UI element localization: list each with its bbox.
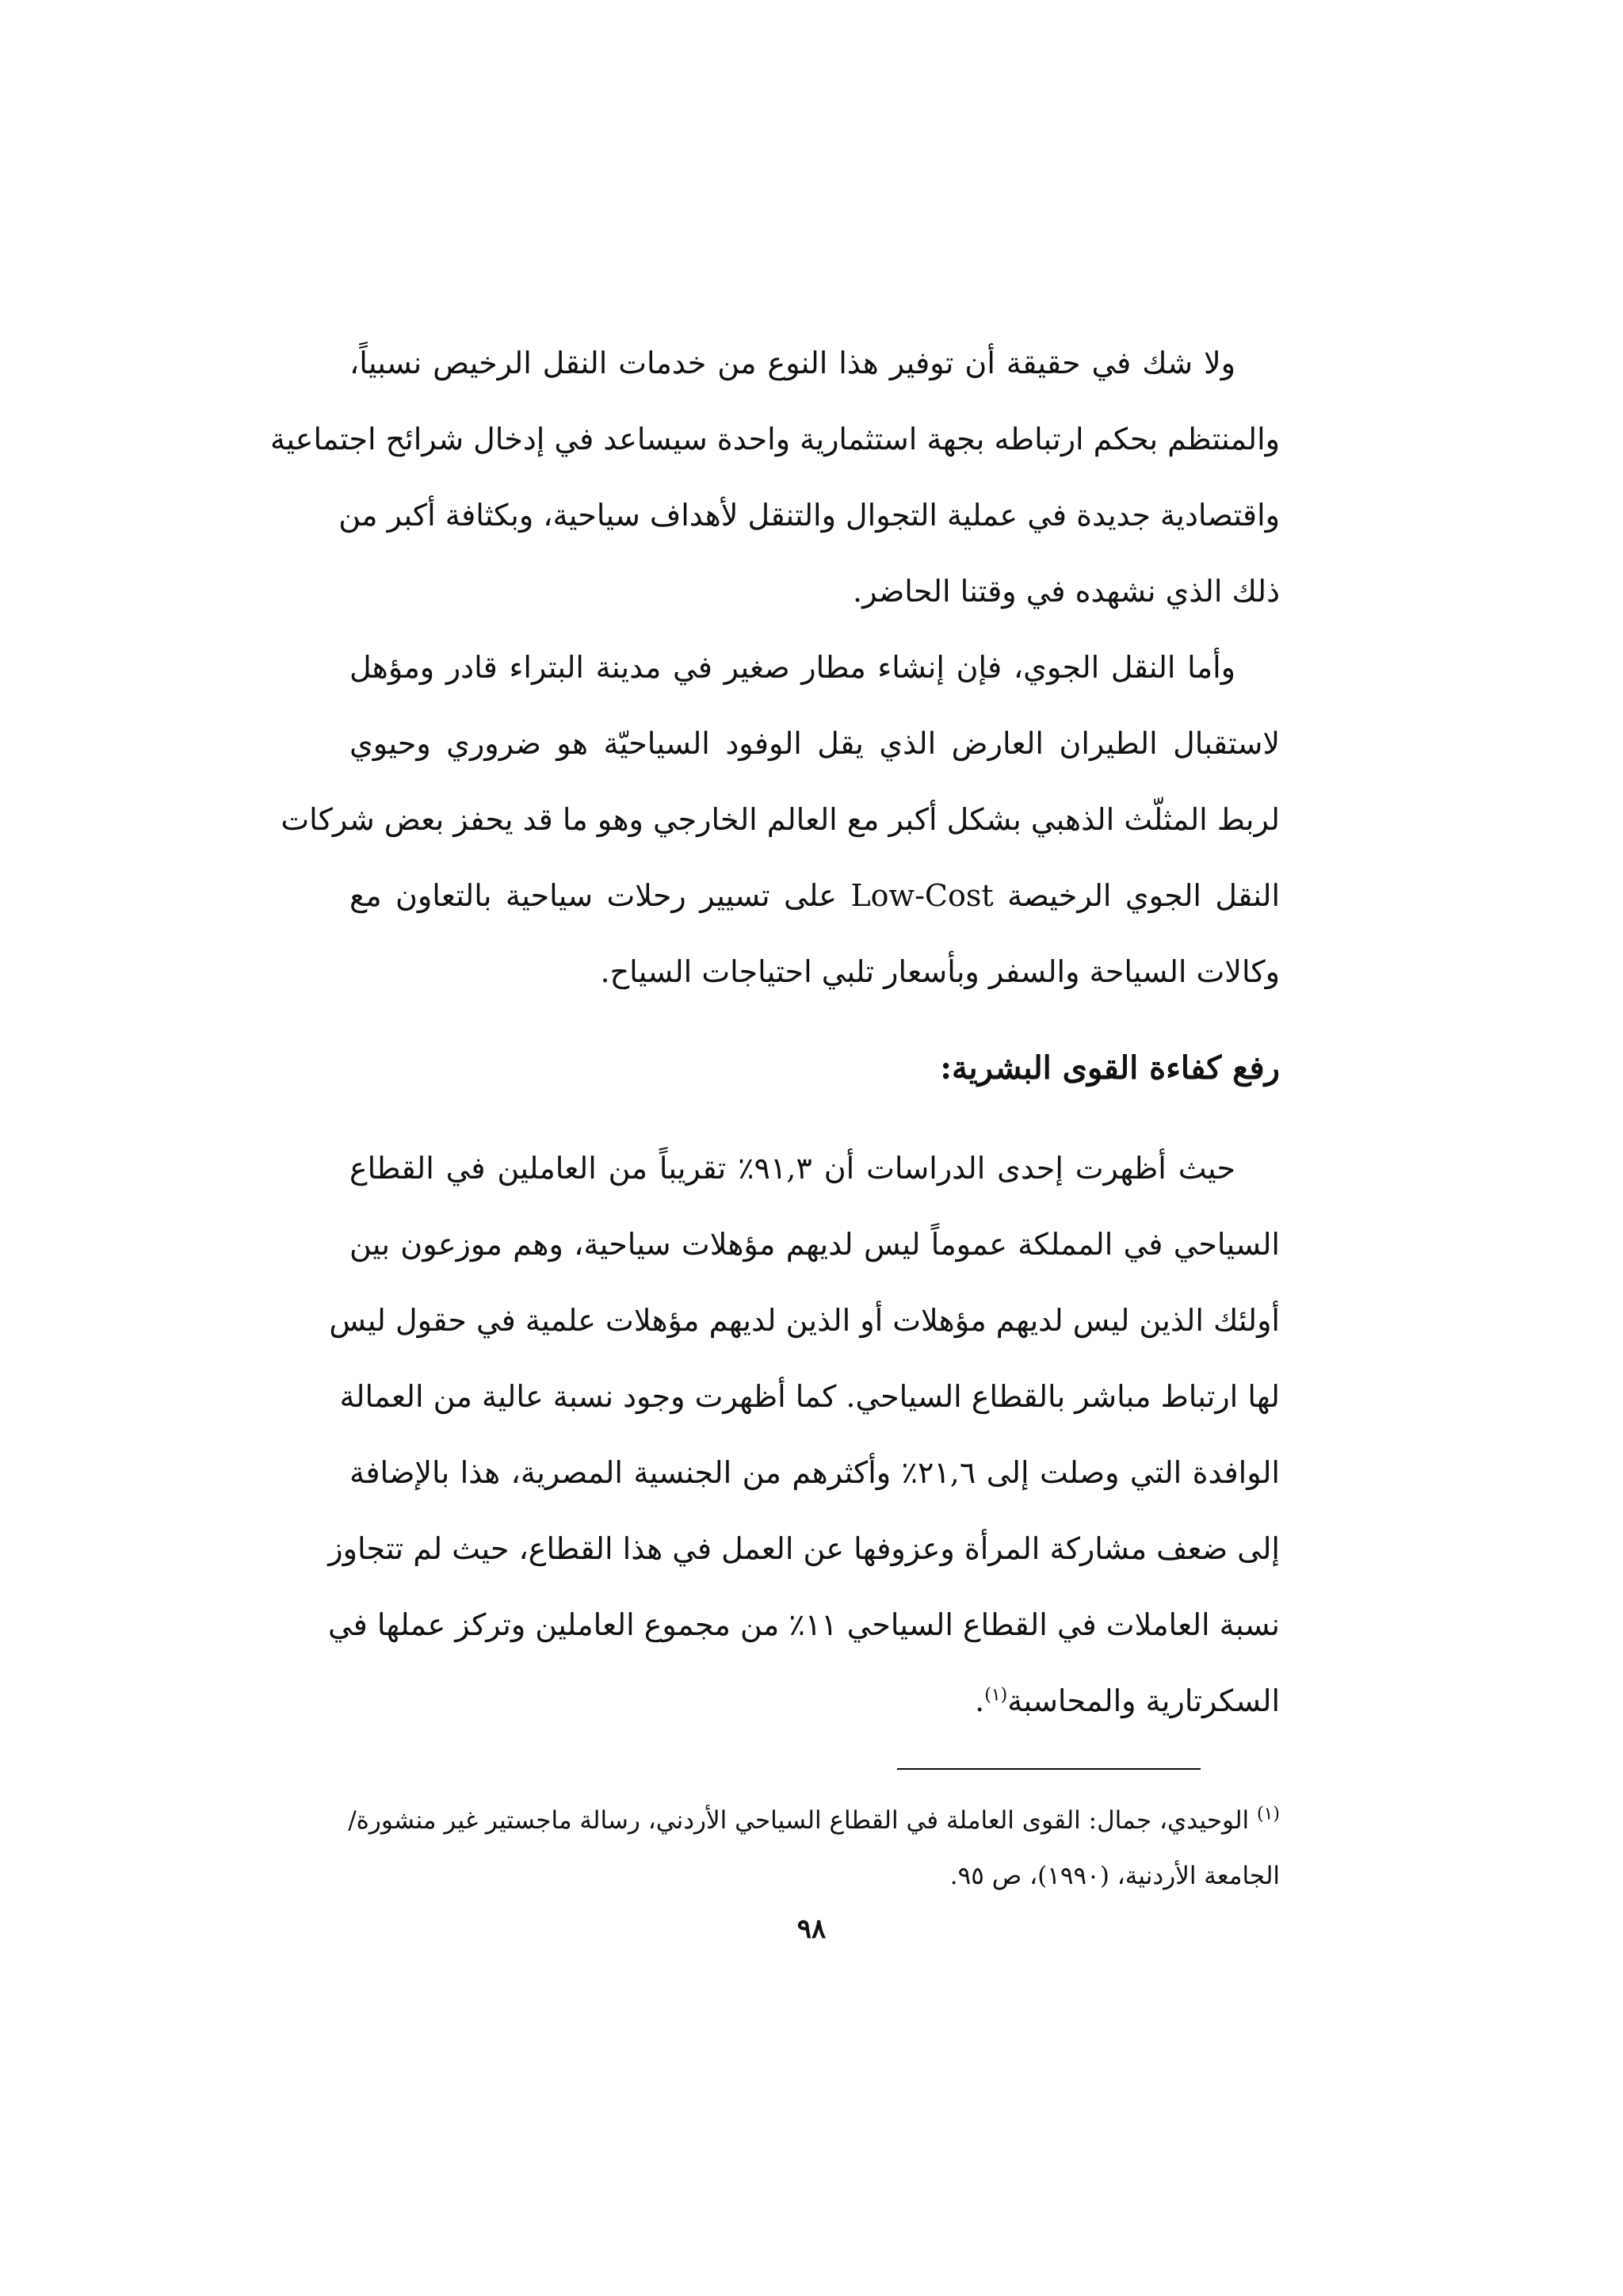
footnote-line-1 [349,1793,1280,1848]
paragraph-3-line-8 [349,1663,1280,1739]
paragraph-1-line-1: ولا شك في حقيقة أن توفير هذا النوع من خدمات النقل الرخيص نسبياً، [349,346,1235,380]
paragraph-3-line-2: السياحي في المملكة عموماً ليس لديهم مؤهلات سياحية، وهم موزعون بين [349,1227,1280,1262]
paragraph-2-line-1: وأما النقل الجوي، فإن إنشاء مطار صغير في مدينة البتراء قادر ومؤهل [349,650,1235,685]
paragraph-2-line-3: لربط المثلّث الذهبي بشكل أكبر مع العالم الخارجي وهو ما قد يحفز بعض شركات [281,802,1280,837]
paragraph-1-line-4: ذلك الذي نشهده في وقتنا الحاضر. [852,574,1280,609]
paragraph-2-line-5: وكالات السياحة والسفر وبأسعار تلبي احتياجات السياح. [600,954,1280,989]
section-heading: رفع كفاءة القوى البشرية: [940,1049,1280,1087]
paragraph-3-line-3: أولئك الذين ليس لديهم مؤهلات أو الذين لديهم مؤهلات علمية في حقول ليس [329,1303,1280,1338]
paragraph-3-line-8-text: السكرتارية والمحاسبة [1007,1683,1280,1718]
paragraph-3-line-1: حيث أظهرت إحدى الدراسات أن ٩١,٣٪ تقريباً من العاملين في القطاع [349,1151,1236,1186]
footnote-line-2: الجامعة الأردنية، (١٩٩٠)، ص ٩٥. [949,1862,1280,1890]
paragraph-1-line-3: واقتصادية جديدة في عملية التجوال والتنقل لأهداف سياحية، وبكثافة أكبر من [338,498,1280,533]
page-number: ٩٨ [796,1913,827,1945]
paragraph-3-line-7: نسبة العاملات في القطاع السياحي ١١٪ من مجموع العاملين وتركز عملها في [327,1607,1280,1642]
paragraph-2-line-2: لاستقبال الطيران العارض الذي يقل الوفود السياحيّة هو ضروري وحيوي [349,726,1280,761]
paragraph-1-line-2: والمنتظم بحكم ارتباطه بجهة استثمارية واحدة سيساعد في إدخال شرائح اجتماعية [269,422,1280,457]
paragraph-3-line-4: لها ارتباط مباشر بالقطاع السياحي. كما أظهرت وجود نسبة عالية من العمالة [339,1379,1280,1414]
paragraph-3-line-6: إلى ضعف مشاركة المرأة وعزوفها عن العمل في هذا القطاع، حيث لم تتجاوز [328,1531,1280,1566]
paragraph-3-final-punct: . [975,1683,985,1718]
footnote-line-1-text: الوحيدي، جمال: القوى العاملة في القطاع السياحي الأردني، رسالة ماجستير غير منشورة/ [348,1806,1250,1835]
footnote-marker: (١) [1256,1804,1280,1824]
paragraph-2-line-4: النقل الجوي الرخيصة Low-Cost على تسيير رحلات سياحية بالتعاون مع [349,878,1281,913]
footnote-separator [897,1768,1201,1770]
footnote-reference: (١) [984,1685,1008,1706]
paragraph-3-line-5: الوافدة التي وصلت إلى ٢١,٦٪ وأكثرهم من الجنسية المصرية، هذا بالإضافة [349,1455,1280,1490]
